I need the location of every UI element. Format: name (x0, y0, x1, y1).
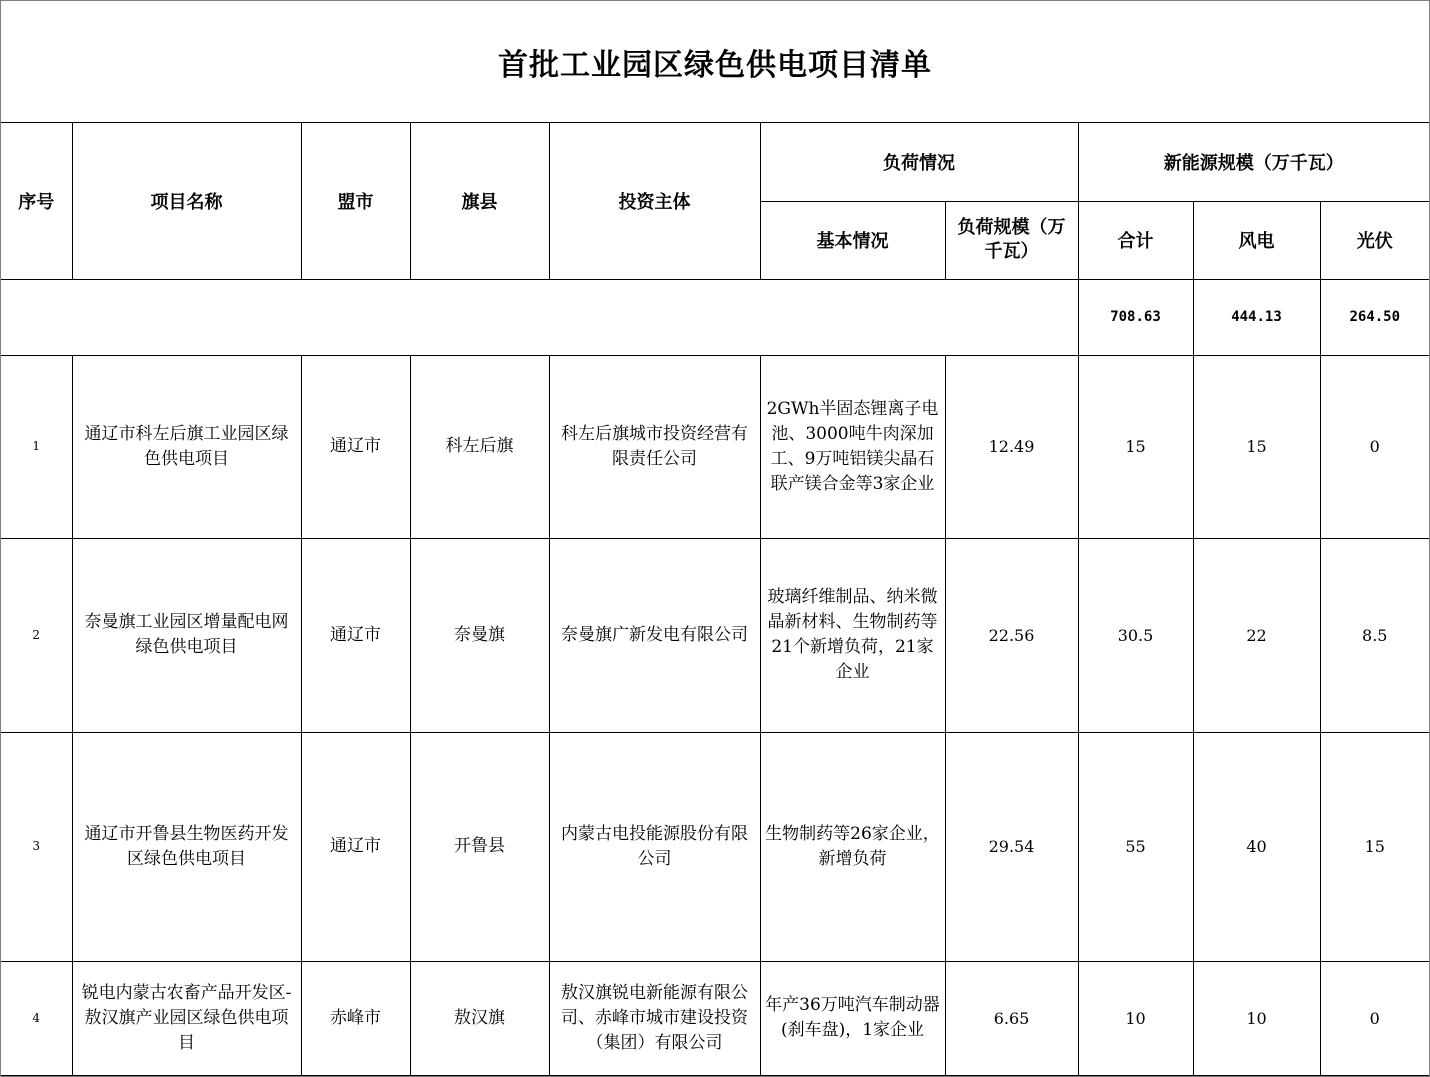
header-project-name: 项目名称 (72, 123, 301, 279)
page-title: 首批工业园区绿色供电项目清单 (498, 47, 932, 83)
header-energy-total: 合计 (1078, 201, 1193, 279)
cell-city: 通辽市 (301, 355, 410, 538)
cell-seq: 4 (1, 961, 72, 1075)
total-energy-total: 708.63 (1078, 279, 1193, 355)
cell-city: 通辽市 (301, 538, 410, 732)
cell-energy-solar: 0 (1320, 355, 1429, 538)
header-load-scale: 负荷规模（万千瓦） (945, 201, 1078, 279)
cell-load-basic: 年产36万吨汽车制动器(刹车盘)，1家企业 (760, 961, 945, 1075)
totals-row (1, 279, 1429, 355)
cell-project-name: 奈曼旗工业园区增量配电网绿色供电项目 (72, 538, 301, 732)
header-city: 盟市 (301, 123, 410, 279)
cell-energy-wind: 22 (1193, 538, 1320, 732)
cell-load-scale: 29.54 (945, 732, 1078, 961)
cell-energy-solar: 15 (1320, 732, 1429, 961)
cell-project-name: 通辽市科左后旗工业园区绿色供电项目 (72, 355, 301, 538)
table-row (1, 538, 1429, 732)
cell-county: 敖汉旗 (410, 961, 549, 1075)
header-energy-group: 新能源规模（万千瓦） (1078, 123, 1429, 201)
total-energy-solar: 264.50 (1320, 279, 1429, 355)
cell-city: 通辽市 (301, 732, 410, 961)
header-load-basic: 基本情况 (760, 201, 945, 279)
total-energy-wind: 444.13 (1193, 279, 1320, 355)
header-investor: 投资主体 (549, 123, 760, 279)
header-energy-solar: 光伏 (1320, 201, 1429, 279)
title-row (1, 1, 1429, 123)
cell-load-scale: 22.56 (945, 538, 1078, 732)
cell-county: 奈曼旗 (410, 538, 549, 732)
table-row (1, 355, 1429, 538)
cell-county: 开鲁县 (410, 732, 549, 961)
cell-investor: 科左后旗城市投资经营有限责任公司 (549, 355, 760, 538)
cell-energy-solar: 0 (1320, 961, 1429, 1075)
cell-project-name: 通辽市开鲁县生物医药开发区绿色供电项目 (72, 732, 301, 961)
cell-load-basic: 2GWh半固态锂离子电池、3000吨牛肉深加工、9万吨铝镁尖晶石联产镁合金等3家企业 (760, 355, 945, 538)
table-row (1, 961, 1429, 1075)
cell-energy-total: 30.5 (1078, 538, 1193, 732)
project-table (1, 123, 1429, 1076)
header-county: 旗县 (410, 123, 549, 279)
cell-energy-total: 55 (1078, 732, 1193, 961)
header-seq: 序号 (1, 123, 72, 279)
cell-investor: 敖汉旗锐电新能源有限公司、赤峰市城市建设投资（集团）有限公司 (549, 961, 760, 1075)
cell-investor: 奈曼旗广新发电有限公司 (549, 538, 760, 732)
cell-energy-wind: 15 (1193, 355, 1320, 538)
cell-seq: 2 (1, 538, 72, 732)
table-row (1, 732, 1429, 961)
cell-load-basic: 玻璃纤维制品、纳米微晶新材料、生物制药等21个新增负荷，21家企业 (760, 538, 945, 732)
cell-load-scale: 6.65 (945, 961, 1078, 1075)
cell-seq: 3 (1, 732, 72, 961)
cell-energy-wind: 40 (1193, 732, 1320, 961)
cell-county: 科左后旗 (410, 355, 549, 538)
cell-energy-total: 15 (1078, 355, 1193, 538)
cell-seq: 1 (1, 355, 72, 538)
totals-blank-cell (1, 279, 1078, 355)
header-energy-wind: 风电 (1193, 201, 1320, 279)
cell-load-scale: 12.49 (945, 355, 1078, 538)
cell-energy-wind: 10 (1193, 961, 1320, 1075)
header-row-1 (1, 123, 1429, 201)
cell-energy-solar: 8.5 (1320, 538, 1429, 732)
cell-load-basic: 生物制药等26家企业，新增负荷 (760, 732, 945, 961)
cell-project-name: 锐电内蒙古农畜产品开发区-敖汉旗产业园区绿色供电项目 (72, 961, 301, 1075)
cell-investor: 内蒙古电投能源股份有限公司 (549, 732, 760, 961)
header-load-group: 负荷情况 (760, 123, 1078, 201)
cell-city: 赤峰市 (301, 961, 410, 1075)
cell-energy-total: 10 (1078, 961, 1193, 1075)
